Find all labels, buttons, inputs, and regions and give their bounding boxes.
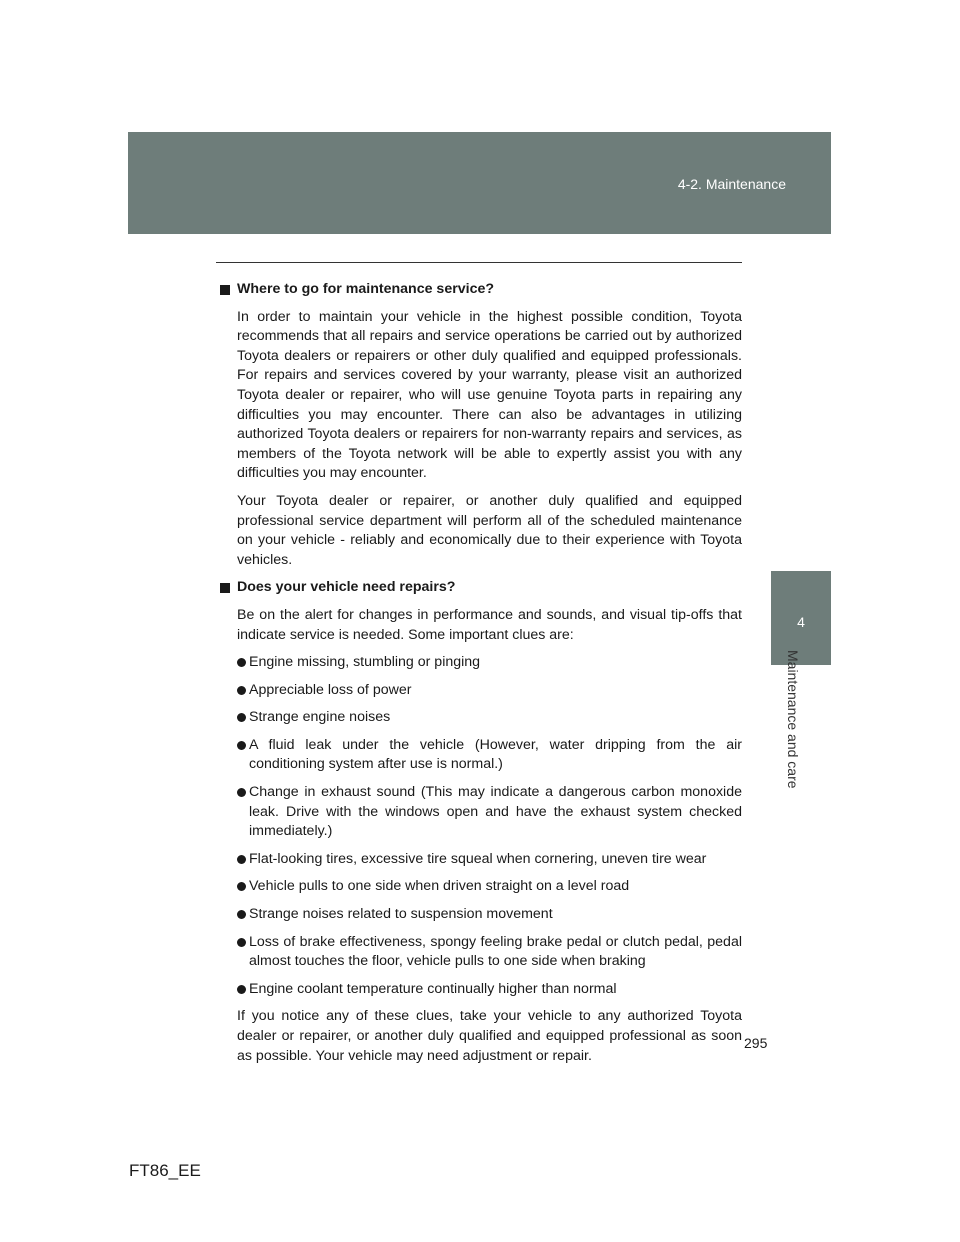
paragraph: In order to maintain your vehicle in the highest possible condition, Toyota recommends that all repairs and service operations be carried out by authorized Toyota dealers or repairers or other duly qualified and equipped professionals. For repairs and services covered by your warranty, please visit an authorized Toyota dealer or repairer, who will use genuine Toyota parts in repairing any difficulties you may encounter. There can also be advantages in utilizing authorized Toyota dealers or repairers for non-warranty repairs and services, as members of the Toyota network will be able to expertly assist you with any difficulties you may encounter.	[237, 308, 742, 482]
main-content	[216, 280, 742, 1074]
chapter-number: 4	[797, 614, 805, 630]
list-item: A fluid leak under the vehicle (However, water dripping from the air conditioning system after use is normal.)	[216, 736, 742, 775]
list-item: Appreciable loss of power	[216, 681, 742, 701]
list-item: Engine missing, stumbling or pinging	[216, 653, 742, 673]
document-code: FT86_EE	[129, 1161, 201, 1180]
paragraph: If you notice any of these clues, take your vehicle to any authorized Toyota dealer or repairer, or another duly qualified and equipped professional as soon as possible. Your vehicle may need adjustment or repair.	[237, 1008, 742, 1064]
section-heading: Does your vehicle need repairs?	[216, 578, 742, 598]
header-band	[128, 132, 831, 234]
bullet-dot-icon	[237, 686, 246, 695]
bullet-dot-icon	[237, 882, 246, 891]
bullet-dot-icon	[237, 741, 246, 750]
bullet-dot-icon	[237, 713, 246, 722]
bullet-dot-icon	[237, 788, 246, 797]
chapter-tab	[771, 571, 831, 665]
list-item: Change in exhaust sound (This may indicate a dangerous carbon monoxide leak. Drive with the windows open and have the exhaust system checked immediately.)	[216, 783, 742, 842]
list-item: Engine coolant temperature continually higher than normal	[216, 980, 742, 1000]
section-heading: Where to go for maintenance service?	[216, 280, 742, 300]
bullet-dot-icon	[237, 910, 246, 919]
top-divider	[216, 262, 742, 263]
paragraph: Your Toyota dealer or repairer, or another duly qualified and equipped professional service department will perform all of the scheduled maintenance on your vehicle - reliably and economically due to their experience with Toyota vehicles.	[237, 492, 742, 568]
bullet-dot-icon	[237, 658, 246, 667]
list-item: Loss of brake effectiveness, spongy feeling brake pedal or clutch pedal, pedal almost touches the floor, vehicle pulls to one side when braking	[216, 933, 742, 972]
list-item: Vehicle pulls to one side when driven straight on a level road	[216, 877, 742, 897]
section-title: 4-2. Maintenance	[677, 176, 786, 192]
bullet-dot-icon	[237, 855, 246, 864]
list-item: Strange noises related to suspension movement	[216, 905, 742, 925]
list-item: Flat-looking tires, excessive tire squeal when cornering, uneven tire wear	[216, 850, 742, 870]
page-number: 295	[744, 1035, 768, 1051]
bullet-dot-icon	[237, 938, 246, 947]
chapter-label: Maintenance and care	[785, 650, 801, 789]
bullet-dot-icon	[237, 985, 246, 994]
square-bullet-icon	[220, 583, 230, 593]
list-item: Strange engine noises	[216, 708, 742, 728]
paragraph: Be on the alert for changes in performance and sounds, and visual tip-offs that indicate service is needed. Some important clues are:	[237, 606, 742, 643]
square-bullet-icon	[220, 285, 230, 295]
